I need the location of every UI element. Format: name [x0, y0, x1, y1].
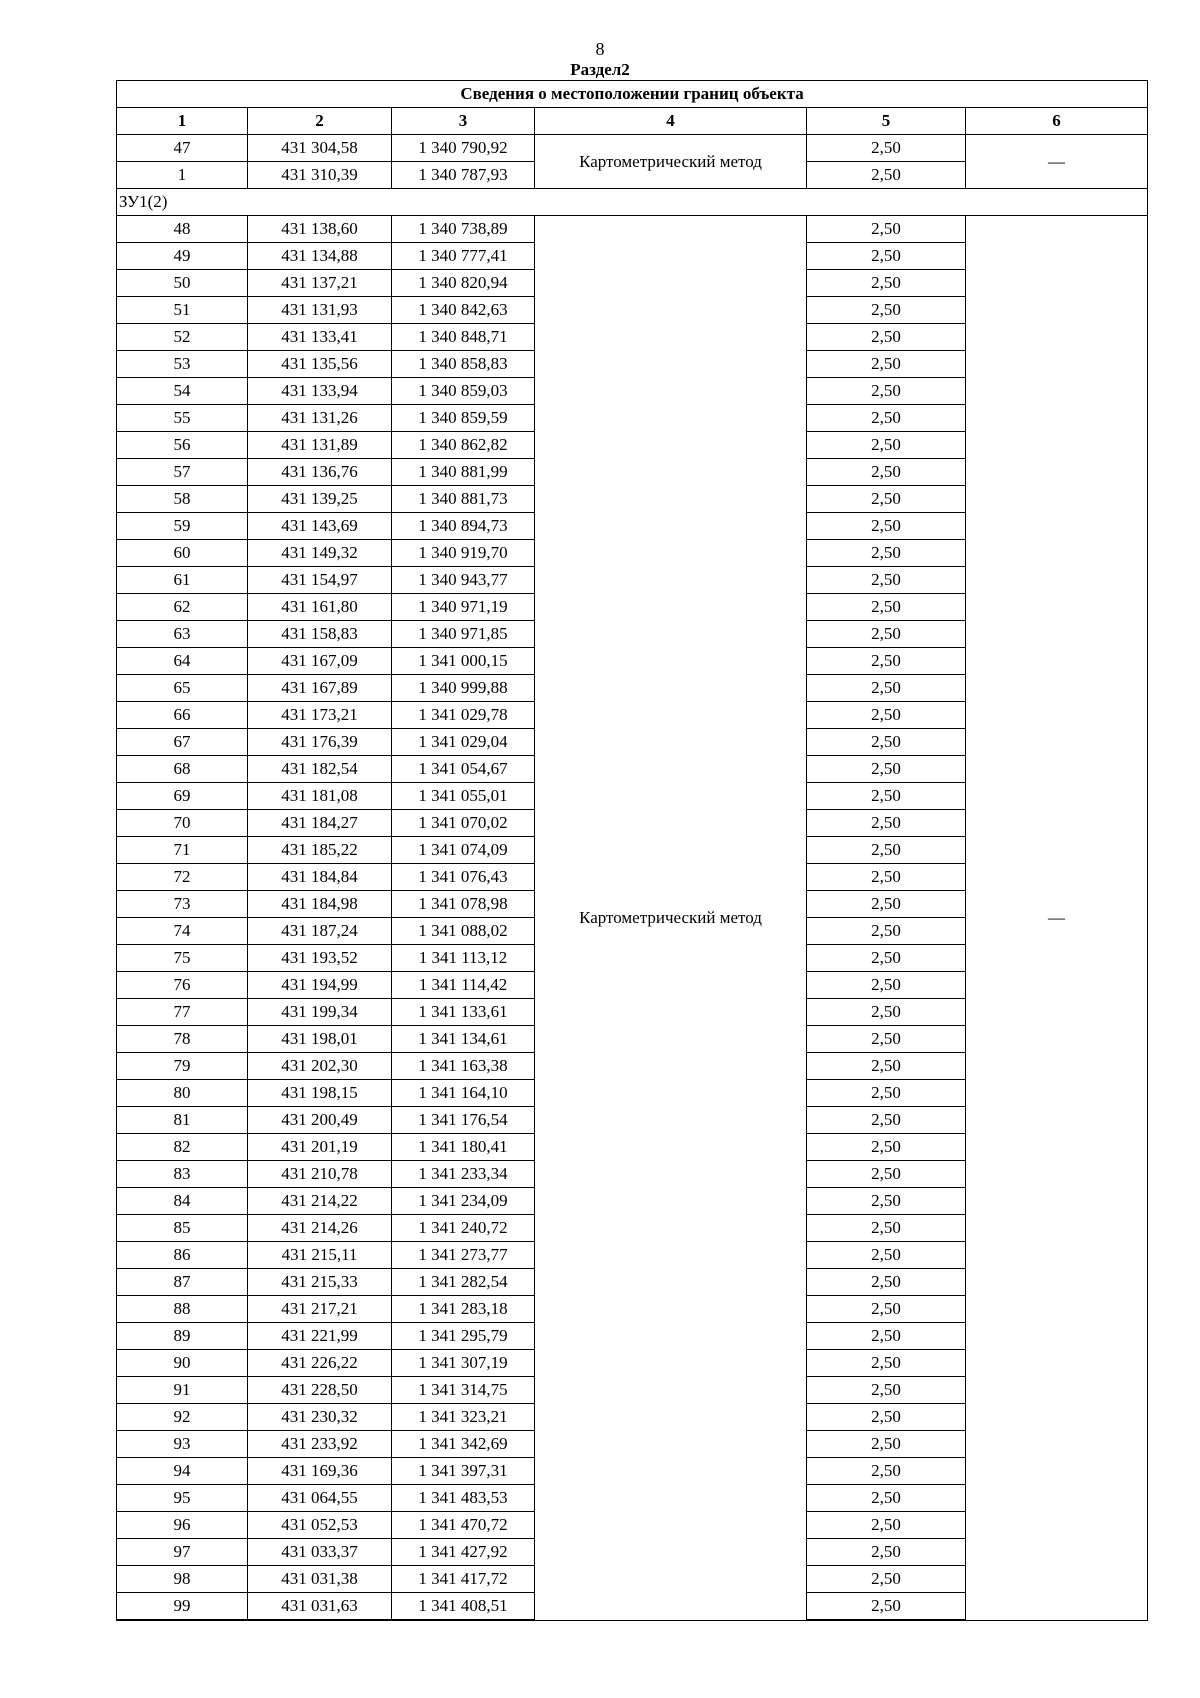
accuracy-value: 2,50: [807, 459, 966, 486]
coordinate-x: 431 194,99: [248, 972, 392, 999]
accuracy-value: 2,50: [807, 1485, 966, 1512]
coordinate-x: 431 136,76: [248, 459, 392, 486]
coordinate-y: 1 341 113,12: [392, 945, 535, 972]
coordinate-y: 1 341 273,77: [392, 1242, 535, 1269]
accuracy-value: 2,50: [807, 297, 966, 324]
point-number: 65: [117, 675, 248, 702]
coordinate-x: 431 214,26: [248, 1215, 392, 1242]
coordinate-y: 1 341 088,02: [392, 918, 535, 945]
point-number: 47: [117, 135, 248, 162]
subsection-row: [117, 189, 1148, 216]
coordinate-x: 431 167,89: [248, 675, 392, 702]
accuracy-value: 2,50: [807, 675, 966, 702]
coordinate-y: 1 341 074,09: [392, 837, 535, 864]
coordinate-y: 1 340 999,88: [392, 675, 535, 702]
point-number: 56: [117, 432, 248, 459]
accuracy-value: 2,50: [807, 162, 966, 189]
coordinate-y: 1 340 859,03: [392, 378, 535, 405]
subsection-label: ЗУ1(2): [117, 189, 1148, 216]
point-number: 70: [117, 810, 248, 837]
point-number: 79: [117, 1053, 248, 1080]
coordinate-x: 431 200,49: [248, 1107, 392, 1134]
coordinate-y: 1 341 078,98: [392, 891, 535, 918]
coordinate-y: 1 341 408,51: [392, 1593, 535, 1621]
accuracy-value: 2,50: [807, 702, 966, 729]
accuracy-value: 2,50: [807, 216, 966, 243]
accuracy-value: 2,50: [807, 1215, 966, 1242]
coordinate-x: 431 033,37: [248, 1539, 392, 1566]
accuracy-value: 2,50: [807, 594, 966, 621]
coordinate-x: 431 052,53: [248, 1512, 392, 1539]
note-cell: —: [966, 135, 1148, 189]
point-number: 69: [117, 783, 248, 810]
point-number: 90: [117, 1350, 248, 1377]
coordinate-x: 431 149,32: [248, 540, 392, 567]
coordinate-y: 1 340 859,59: [392, 405, 535, 432]
accuracy-value: 2,50: [807, 1593, 966, 1621]
accuracy-value: 2,50: [807, 1242, 966, 1269]
point-number: 57: [117, 459, 248, 486]
coordinate-y: 1 341 307,19: [392, 1350, 535, 1377]
coordinate-x: 431 031,63: [248, 1593, 392, 1621]
coordinate-x: 431 176,39: [248, 729, 392, 756]
coordinate-x: 431 201,19: [248, 1134, 392, 1161]
coordinate-y: 1 340 777,41: [392, 243, 535, 270]
point-number: 58: [117, 486, 248, 513]
accuracy-value: 2,50: [807, 1350, 966, 1377]
accuracy-value: 2,50: [807, 432, 966, 459]
accuracy-value: 2,50: [807, 621, 966, 648]
accuracy-value: 2,50: [807, 972, 966, 999]
coordinate-y: 1 340 971,85: [392, 621, 535, 648]
accuracy-value: 2,50: [807, 837, 966, 864]
accuracy-value: 2,50: [807, 1458, 966, 1485]
point-number: 55: [117, 405, 248, 432]
coordinate-x: 431 304,58: [248, 135, 392, 162]
point-number: 62: [117, 594, 248, 621]
column-header: 6: [966, 108, 1148, 135]
accuracy-value: 2,50: [807, 1107, 966, 1134]
coordinate-y: 1 341 000,15: [392, 648, 535, 675]
point-number: 60: [117, 540, 248, 567]
coordinate-y: 1 340 787,93: [392, 162, 535, 189]
coordinate-x: 431 210,78: [248, 1161, 392, 1188]
accuracy-value: 2,50: [807, 1161, 966, 1188]
coordinate-y: 1 340 894,73: [392, 513, 535, 540]
coordinate-x: 431 133,94: [248, 378, 392, 405]
point-number: 67: [117, 729, 248, 756]
table-caption-row: [117, 81, 1148, 108]
coordinate-x: 431 230,32: [248, 1404, 392, 1431]
accuracy-value: 2,50: [807, 1566, 966, 1593]
coordinate-x: 431 135,56: [248, 351, 392, 378]
coordinate-x: 431 182,54: [248, 756, 392, 783]
accuracy-value: 2,50: [807, 1296, 966, 1323]
point-number: 78: [117, 1026, 248, 1053]
point-number: 48: [117, 216, 248, 243]
coordinate-x: 431 138,60: [248, 216, 392, 243]
coordinate-x: 431 198,01: [248, 1026, 392, 1053]
coordinate-y: 1 341 397,31: [392, 1458, 535, 1485]
accuracy-value: 2,50: [807, 1053, 966, 1080]
coordinate-x: 431 133,41: [248, 324, 392, 351]
coordinate-x: 431 184,27: [248, 810, 392, 837]
accuracy-value: 2,50: [807, 1134, 966, 1161]
column-header: 5: [807, 108, 966, 135]
coordinate-x: 431 184,98: [248, 891, 392, 918]
coordinate-y: 1 340 881,99: [392, 459, 535, 486]
coordinate-x: 431 193,52: [248, 945, 392, 972]
accuracy-value: 2,50: [807, 243, 966, 270]
section-title: Раздел2: [570, 60, 630, 79]
coordinate-y: 1 341 029,04: [392, 729, 535, 756]
coordinate-y: 1 340 943,77: [392, 567, 535, 594]
point-number: 97: [117, 1539, 248, 1566]
coordinate-y: 1 341 164,10: [392, 1080, 535, 1107]
coordinate-x: 431 233,92: [248, 1431, 392, 1458]
coordinate-x: 431 184,84: [248, 864, 392, 891]
point-number: 93: [117, 1431, 248, 1458]
coordinate-y: 1 341 134,61: [392, 1026, 535, 1053]
accuracy-value: 2,50: [807, 729, 966, 756]
column-header: 1: [117, 108, 248, 135]
coordinate-x: 431 161,80: [248, 594, 392, 621]
coordinate-x: 431 187,24: [248, 918, 392, 945]
point-number: 61: [117, 567, 248, 594]
point-number: 59: [117, 513, 248, 540]
column-header: 2: [248, 108, 392, 135]
coordinate-y: 1 341 055,01: [392, 783, 535, 810]
coordinate-y: 1 341 163,38: [392, 1053, 535, 1080]
coordinate-y: 1 341 029,78: [392, 702, 535, 729]
coordinate-y: 1 341 176,54: [392, 1107, 535, 1134]
coordinate-x: 431 214,22: [248, 1188, 392, 1215]
coordinate-y: 1 341 427,92: [392, 1539, 535, 1566]
coordinate-y: 1 341 054,67: [392, 756, 535, 783]
coordinate-y: 1 340 842,63: [392, 297, 535, 324]
point-number: 91: [117, 1377, 248, 1404]
point-number: 50: [117, 270, 248, 297]
point-number: 51: [117, 297, 248, 324]
point-number: 96: [117, 1512, 248, 1539]
accuracy-value: 2,50: [807, 270, 966, 297]
point-number: 94: [117, 1458, 248, 1485]
coordinate-y: 1 340 862,82: [392, 432, 535, 459]
coordinate-y: 1 341 417,72: [392, 1566, 535, 1593]
column-header: 4: [535, 108, 807, 135]
coordinate-x: 431 215,11: [248, 1242, 392, 1269]
accuracy-value: 2,50: [807, 135, 966, 162]
coordinate-x: 431 137,21: [248, 270, 392, 297]
accuracy-value: 2,50: [807, 891, 966, 918]
point-number: 74: [117, 918, 248, 945]
coordinate-y: 1 341 342,69: [392, 1431, 535, 1458]
point-number: 98: [117, 1566, 248, 1593]
coordinate-y: 1 340 738,89: [392, 216, 535, 243]
coordinate-y: 1 341 070,02: [392, 810, 535, 837]
point-number: 72: [117, 864, 248, 891]
coordinate-x: 431 217,21: [248, 1296, 392, 1323]
point-number: 76: [117, 972, 248, 999]
coordinate-y: 1 341 076,43: [392, 864, 535, 891]
coordinate-x: 431 199,34: [248, 999, 392, 1026]
coordinate-x: 431 131,93: [248, 297, 392, 324]
coordinate-y: 1 341 483,53: [392, 1485, 535, 1512]
point-number: 49: [117, 243, 248, 270]
coordinate-x: 431 198,15: [248, 1080, 392, 1107]
accuracy-value: 2,50: [807, 540, 966, 567]
point-number: 66: [117, 702, 248, 729]
point-number: 82: [117, 1134, 248, 1161]
coordinate-y: 1 341 233,34: [392, 1161, 535, 1188]
coordinate-x: 431 131,26: [248, 405, 392, 432]
accuracy-value: 2,50: [807, 351, 966, 378]
coordinate-y: 1 341 234,09: [392, 1188, 535, 1215]
coordinate-x: 431 154,97: [248, 567, 392, 594]
point-number: 64: [117, 648, 248, 675]
coordinate-y: 1 341 323,21: [392, 1404, 535, 1431]
method-cell: Картометрический метод: [535, 135, 807, 189]
accuracy-value: 2,50: [807, 756, 966, 783]
coordinate-x: 431 228,50: [248, 1377, 392, 1404]
accuracy-value: 2,50: [807, 513, 966, 540]
coordinate-y: 1 340 848,71: [392, 324, 535, 351]
accuracy-value: 2,50: [807, 324, 966, 351]
accuracy-value: 2,50: [807, 783, 966, 810]
coordinate-y: 1 340 858,83: [392, 351, 535, 378]
coordinate-y: 1 341 282,54: [392, 1269, 535, 1296]
coordinate-x: 431 031,38: [248, 1566, 392, 1593]
accuracy-value: 2,50: [807, 1539, 966, 1566]
coordinate-y: 1 341 470,72: [392, 1512, 535, 1539]
point-number: 87: [117, 1269, 248, 1296]
point-number: 71: [117, 837, 248, 864]
coordinate-x: 431 064,55: [248, 1485, 392, 1512]
coordinate-y: 1 340 820,94: [392, 270, 535, 297]
coordinate-y: 1 340 881,73: [392, 486, 535, 513]
table-caption: Сведения о местоположении границ объекта: [117, 81, 1148, 108]
coordinate-x: 431 221,99: [248, 1323, 392, 1350]
column-header-row: [117, 108, 1148, 135]
accuracy-value: 2,50: [807, 405, 966, 432]
accuracy-value: 2,50: [807, 918, 966, 945]
point-number: 68: [117, 756, 248, 783]
point-number: 95: [117, 1485, 248, 1512]
point-number: 86: [117, 1242, 248, 1269]
point-number: 53: [117, 351, 248, 378]
point-number: 89: [117, 1323, 248, 1350]
coordinate-y: 1 341 295,79: [392, 1323, 535, 1350]
coordinate-x: 431 169,36: [248, 1458, 392, 1485]
coordinate-y: 1 341 114,42: [392, 972, 535, 999]
point-number: 99: [117, 1593, 248, 1621]
coordinate-y: 1 341 133,61: [392, 999, 535, 1026]
page-number: 8: [595, 39, 605, 59]
accuracy-value: 2,50: [807, 810, 966, 837]
point-number: 92: [117, 1404, 248, 1431]
accuracy-value: 2,50: [807, 486, 966, 513]
coordinate-x: 431 173,21: [248, 702, 392, 729]
table-row: [117, 135, 1148, 162]
coordinate-x: 431 158,83: [248, 621, 392, 648]
coordinate-x: 431 310,39: [248, 162, 392, 189]
note-cell: —: [966, 216, 1148, 1621]
method-cell: Картометрический метод: [535, 216, 807, 1621]
point-number: 88: [117, 1296, 248, 1323]
accuracy-value: 2,50: [807, 1377, 966, 1404]
accuracy-value: 2,50: [807, 1512, 966, 1539]
coordinate-x: 431 181,08: [248, 783, 392, 810]
point-number: 81: [117, 1107, 248, 1134]
table-row: [117, 216, 1148, 243]
point-number: 77: [117, 999, 248, 1026]
accuracy-value: 2,50: [807, 999, 966, 1026]
point-number: 85: [117, 1215, 248, 1242]
point-number: 75: [117, 945, 248, 972]
point-number: 52: [117, 324, 248, 351]
accuracy-value: 2,50: [807, 378, 966, 405]
coordinate-y: 1 341 240,72: [392, 1215, 535, 1242]
coordinates-table: [116, 80, 1148, 1621]
accuracy-value: 2,50: [807, 864, 966, 891]
accuracy-value: 2,50: [807, 648, 966, 675]
coordinate-x: 431 202,30: [248, 1053, 392, 1080]
point-number: 73: [117, 891, 248, 918]
accuracy-value: 2,50: [807, 1404, 966, 1431]
point-number: 80: [117, 1080, 248, 1107]
coordinate-x: 431 143,69: [248, 513, 392, 540]
coordinate-x: 431 215,33: [248, 1269, 392, 1296]
coordinate-x: 431 131,89: [248, 432, 392, 459]
point-number: 83: [117, 1161, 248, 1188]
coordinate-y: 1 340 919,70: [392, 540, 535, 567]
coordinate-y: 1 341 314,75: [392, 1377, 535, 1404]
accuracy-value: 2,50: [807, 1188, 966, 1215]
coordinate-y: 1 341 180,41: [392, 1134, 535, 1161]
coordinate-x: 431 167,09: [248, 648, 392, 675]
coordinate-y: 1 341 283,18: [392, 1296, 535, 1323]
coordinate-x: 431 134,88: [248, 243, 392, 270]
coordinate-y: 1 340 971,19: [392, 594, 535, 621]
accuracy-value: 2,50: [807, 1323, 966, 1350]
accuracy-value: 2,50: [807, 945, 966, 972]
point-number: 54: [117, 378, 248, 405]
accuracy-value: 2,50: [807, 1080, 966, 1107]
coordinate-x: 431 185,22: [248, 837, 392, 864]
accuracy-value: 2,50: [807, 1026, 966, 1053]
point-number: 63: [117, 621, 248, 648]
accuracy-value: 2,50: [807, 1431, 966, 1458]
accuracy-value: 2,50: [807, 567, 966, 594]
coordinate-x: 431 226,22: [248, 1350, 392, 1377]
accuracy-value: 2,50: [807, 1269, 966, 1296]
coordinate-y: 1 340 790,92: [392, 135, 535, 162]
column-header: 3: [392, 108, 535, 135]
coordinate-x: 431 139,25: [248, 486, 392, 513]
point-number: 84: [117, 1188, 248, 1215]
point-number: 1: [117, 162, 248, 189]
